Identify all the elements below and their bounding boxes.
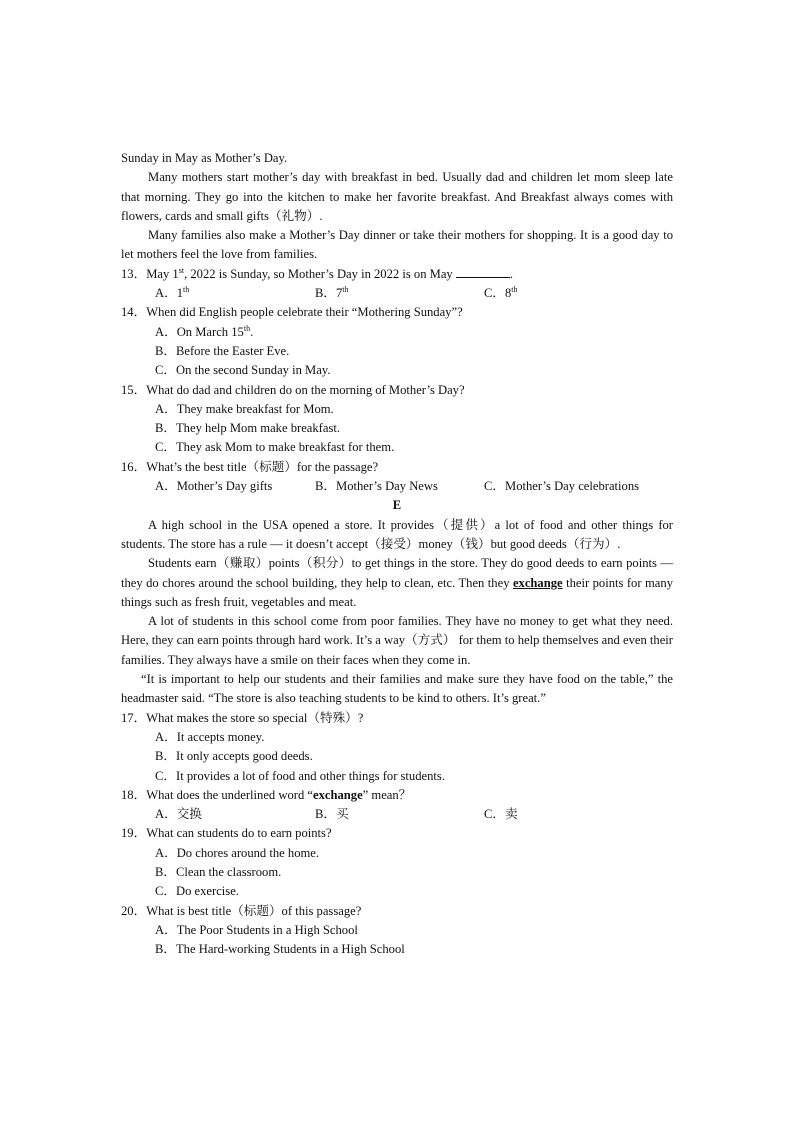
question-18-stem: 18．What does the underlined word “exchange” mean？ — [121, 787, 412, 802]
option-a: A．Mother’s Day gifts — [155, 479, 273, 494]
question-18-options — [121, 805, 673, 824]
option-a: A．1th — [155, 284, 190, 301]
question-20-option-b: B．The Hard-working Students in a High School — [155, 942, 405, 957]
question-19-option-c: C．Do exercise. — [155, 884, 239, 899]
question-20-option-a: A．The Poor Students in a High School — [155, 922, 358, 937]
question-14-option-c: C．On the second Sunday in May. — [155, 363, 331, 378]
question-15-option-a: A．They make breakfast for Mom. — [155, 401, 334, 416]
option-c: C．Mother’s Day celebrations — [484, 479, 640, 494]
question-14-stem: 14．When did English people celebrate their “Mothering Sunday”? — [121, 305, 463, 320]
passage-e-paragraph-4: “It is important to help our students and their families and make sure they have food on the table,” the headmaster said. “The store is also teaching students to be kind to others. It’s great.” — [121, 672, 673, 706]
option-a: A．交换 — [155, 807, 202, 822]
question-17-option-a: A．It accepts money. — [155, 729, 265, 744]
passage-d-paragraph-0: Sunday in May as Mother’s Day. — [121, 151, 288, 165]
answer-blank — [456, 265, 510, 278]
question-14-option-b: B．Before the Easter Eve. — [155, 343, 290, 358]
question-17-option-c: C．It provides a lot of food and other things for students. — [155, 768, 445, 783]
question-13-options — [121, 284, 673, 303]
section-heading-e: E — [392, 498, 402, 513]
question-20-stem: 20．What is best title（标题）of this passage? — [121, 903, 362, 918]
option-b: B．买 — [315, 807, 349, 822]
passage-d-paragraph-1: Many mothers start mother’s day with breakfast in bed. Usually dad and children let mom sleep late that morning. They go into the kitchen to make her favorite breakfast. And Breakfast always comes with flowers, cards and small gifts（礼物）. — [121, 170, 673, 223]
question-15-option-c: C．They ask Mom to make breakfast for them. — [155, 440, 395, 455]
option-b: B．7th — [315, 284, 349, 301]
question-14-option-a: A．On March 15th. — [155, 323, 254, 339]
question-19-option-a: A．Do chores around the home. — [155, 845, 320, 860]
option-c: C．8th — [484, 284, 518, 301]
option-b: B．Mother’s Day News — [315, 479, 438, 494]
question-13-stem: 13．May 1st, 2022 is Sunday, so Mother’s Day in 2022 is on May . — [121, 265, 514, 281]
exam-page — [121, 149, 673, 959]
passage-e-paragraph-2: Students earn（赚取）points（积分）to get things in the store. They do good deeds to earn points — they do chores around the school building, they help to clean, etc. Then they exchange their points for many things such as fresh fruit, vegetables and meat. — [121, 556, 673, 609]
question-19-option-b: B．Clean the classroom. — [155, 864, 282, 879]
question-15-stem: 15．What do dad and children do on the morning of Mother’s Day? — [121, 382, 465, 397]
question-15-option-b: B．They help Mom make breakfast. — [155, 421, 341, 436]
underlined-word: exchange — [512, 575, 563, 590]
question-16-options — [121, 477, 673, 496]
option-c: C．卖 — [484, 807, 518, 822]
question-17-stem: 17．What makes the store so special（特殊）? — [121, 710, 364, 725]
passage-e-paragraph-3: A lot of students in this school come from poor families. They have no money to get what they need. Here, they can earn points through hard work. It’s a way（方式） for them to help themselves and even their families. They always have a smile on their faces when they come in. — [121, 614, 673, 667]
passage-e-paragraph-1: A high school in the USA opened a store. It provides（提供）a lot of food and other things for students. The store has a rule — it doesn’t accept（接受）money（钱）but good deeds（行为）. — [121, 517, 673, 551]
question-17-option-b: B．It only accepts good deeds. — [155, 749, 313, 764]
question-16-stem: 16．What’s the best title（标题）for the passage? — [121, 459, 379, 474]
passage-d-paragraph-2: Many families also make a Mother’s Day dinner or take their mothers for shopping. It is a good day to let mothers feel the love from families. — [121, 228, 673, 262]
question-19-stem: 19．What can students do to earn points? — [121, 826, 332, 841]
